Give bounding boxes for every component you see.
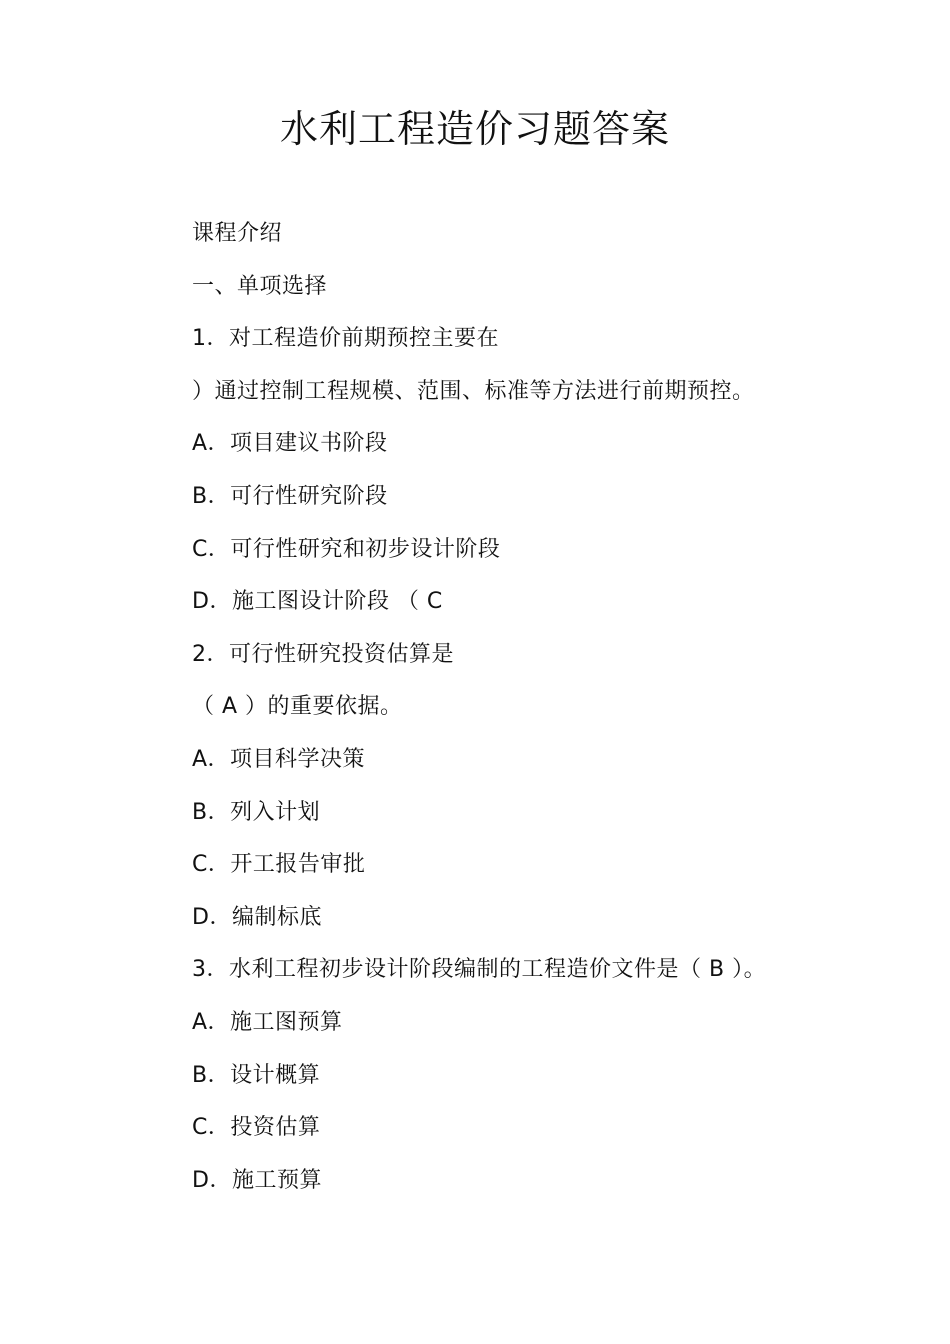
section-heading: 一、单项选择 [192,273,328,299]
answer-option: D．施工图设计阶段 （ C [192,589,443,615]
answer-option: C．开工报告审批 [192,852,366,878]
question-text: 1．对工程造价前期预控主要在 [192,326,499,352]
section-heading: 课程介绍 [192,221,283,246]
answer-option: A．施工图预算 [192,1009,343,1035]
answer-option: B．可行性研究阶段 [192,483,388,509]
answer-option: D．施工预算 [192,1167,322,1193]
answer-option: C．投资估算 [192,1115,321,1141]
document-body [192,208,892,1207]
question-text: 2．可行性研究投资估算是 [192,641,454,667]
answer-option: B．列入计划 [192,799,321,825]
question-text: 3．水利工程初步设计阶段编制的工程造价文件是（ B ）。 [192,957,767,983]
answer-option: B．设计概算 [192,1062,321,1088]
answer-option: D．编制标底 [192,904,322,930]
answer-option: A．项目科学决策 [192,746,366,772]
question-text: ）通过控制工程规模、范围、标准等方法进行前期预控。 [192,378,755,404]
answer-option: C．可行性研究和初步设计阶段 [192,536,501,562]
answer-option: A．项目建议书阶段 [192,431,388,457]
document-title: 水利工程造价习题答案 [279,107,670,151]
question-text: （ A ）的重要依据。 [192,694,403,720]
